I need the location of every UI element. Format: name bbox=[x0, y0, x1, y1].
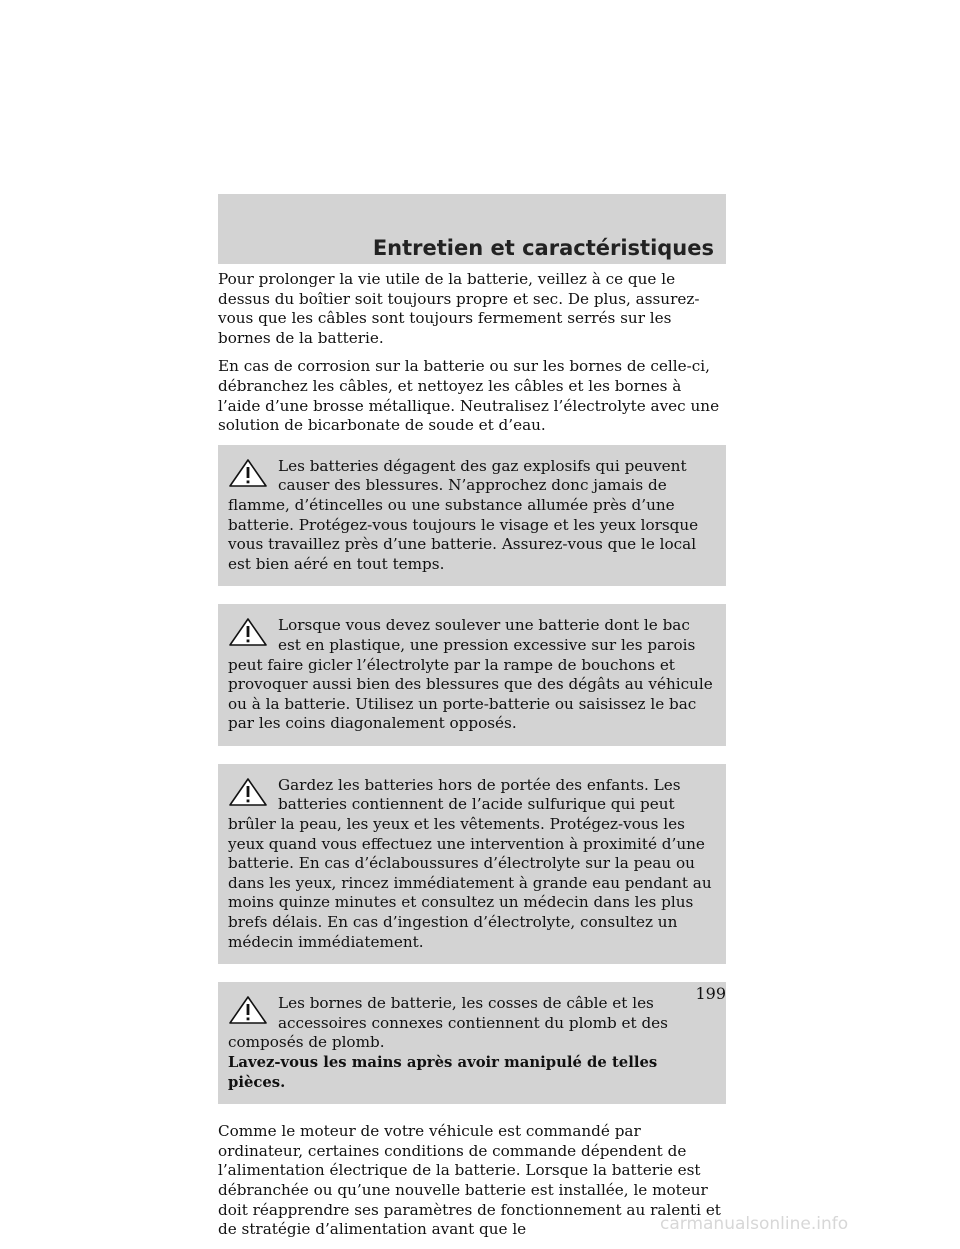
page-content bbox=[218, 270, 726, 1249]
corrosion-paragraph: En cas de corrosion sur la batterie ou sur les bornes de celle-ci, débranchez les câbles, et nettoyez les câbles et les bornes à l’aide d’une brosse métallique. Neutralisez l’électrolyte avec une solution de bicarbonate de soude et d’eau. bbox=[218, 357, 720, 435]
warning-triangle-icon bbox=[228, 458, 268, 488]
footer-watermark: carmanualsonline.info bbox=[660, 1214, 849, 1234]
warning-text-bold: Lavez-vous les mains après avoir manipulé de telles pièces. bbox=[228, 1054, 658, 1091]
section-title: Entretien et caractéristiques bbox=[372, 236, 714, 260]
warning-triangle-icon bbox=[228, 777, 268, 807]
intro-paragraph: Pour prolonger la vie utile de la batterie, veillez à ce que le dessus du boîtier soit toujours propre et sec. De plus, assurez-vous que les câbles sont toujours fermement serrés sur les bornes de la batterie. bbox=[218, 270, 700, 347]
warning-text: Les batteries dégagent des gaz explosifs qui peuvent causer des blessures. N’approchez donc jamais de flamme, d’étincelles ou une substance allumée près d’une batterie. Protégez-vous toujours le visage et les yeux lorsque vous travaillez près d’une batterie. Assurez-vous que le local est bien aéré en tout temps. bbox=[228, 456, 699, 573]
warning-triangle-icon bbox=[228, 995, 268, 1025]
warning-box-lead bbox=[218, 982, 726, 1104]
warning-box-explosive-gas bbox=[218, 445, 726, 587]
warning-text bbox=[228, 994, 716, 1092]
warning-text: Gardez les batteries hors de portée des enfants. Les batteries contiennent de l’acide sulfurique qui peut brûler la peau, les yeux et les vêtements. Protégez-vous les yeux quand vous effectuez une intervention à proximité d’une batterie. En cas d’éclaboussures d’électrolyte sur la peau ou dans les yeux, rincez immédiatement à grande eau pendant au moins quinze minutes et consultez un médecin dans les plus brefs délais. En cas d’ingestion d’électrolyte, consultez un médecin immédiatement. bbox=[228, 775, 712, 951]
page-number: 199 bbox=[695, 984, 726, 1003]
warning-triangle-icon bbox=[228, 617, 268, 647]
warning-box-lifting-battery bbox=[218, 604, 726, 746]
section-header bbox=[218, 194, 726, 264]
warning-text: Lorsque vous devez soulever une batterie dont le bac est en plastique, une pression excessive sur les parois peut faire gicler l’électrolyte par la rampe de bouchons et provoquer aussi bien des blessures que des dégâts au véhicule ou à la batterie. Utilisez un porte-batterie ou saisissez le bac par les coins diagonalement opposés. bbox=[228, 616, 713, 733]
warning-box-children-acid bbox=[218, 764, 726, 964]
warning-text-regular: Les bornes de batterie, les cosses de câble et les accessoires connexes contiennent du plomb et des composés de plomb. bbox=[228, 994, 668, 1052]
closing-paragraph: Comme le moteur de votre véhicule est commandé par ordinateur, certaines conditions de commande dépendent de l’alimentation électrique de la batterie. Lorsque la batterie est débranchée ou qu’une nouvelle batterie est installée, le moteur doit réapprendre ses paramètres de fonctionnement au ralenti et de stratégie d’alimentation avant que le bbox=[218, 1122, 721, 1239]
